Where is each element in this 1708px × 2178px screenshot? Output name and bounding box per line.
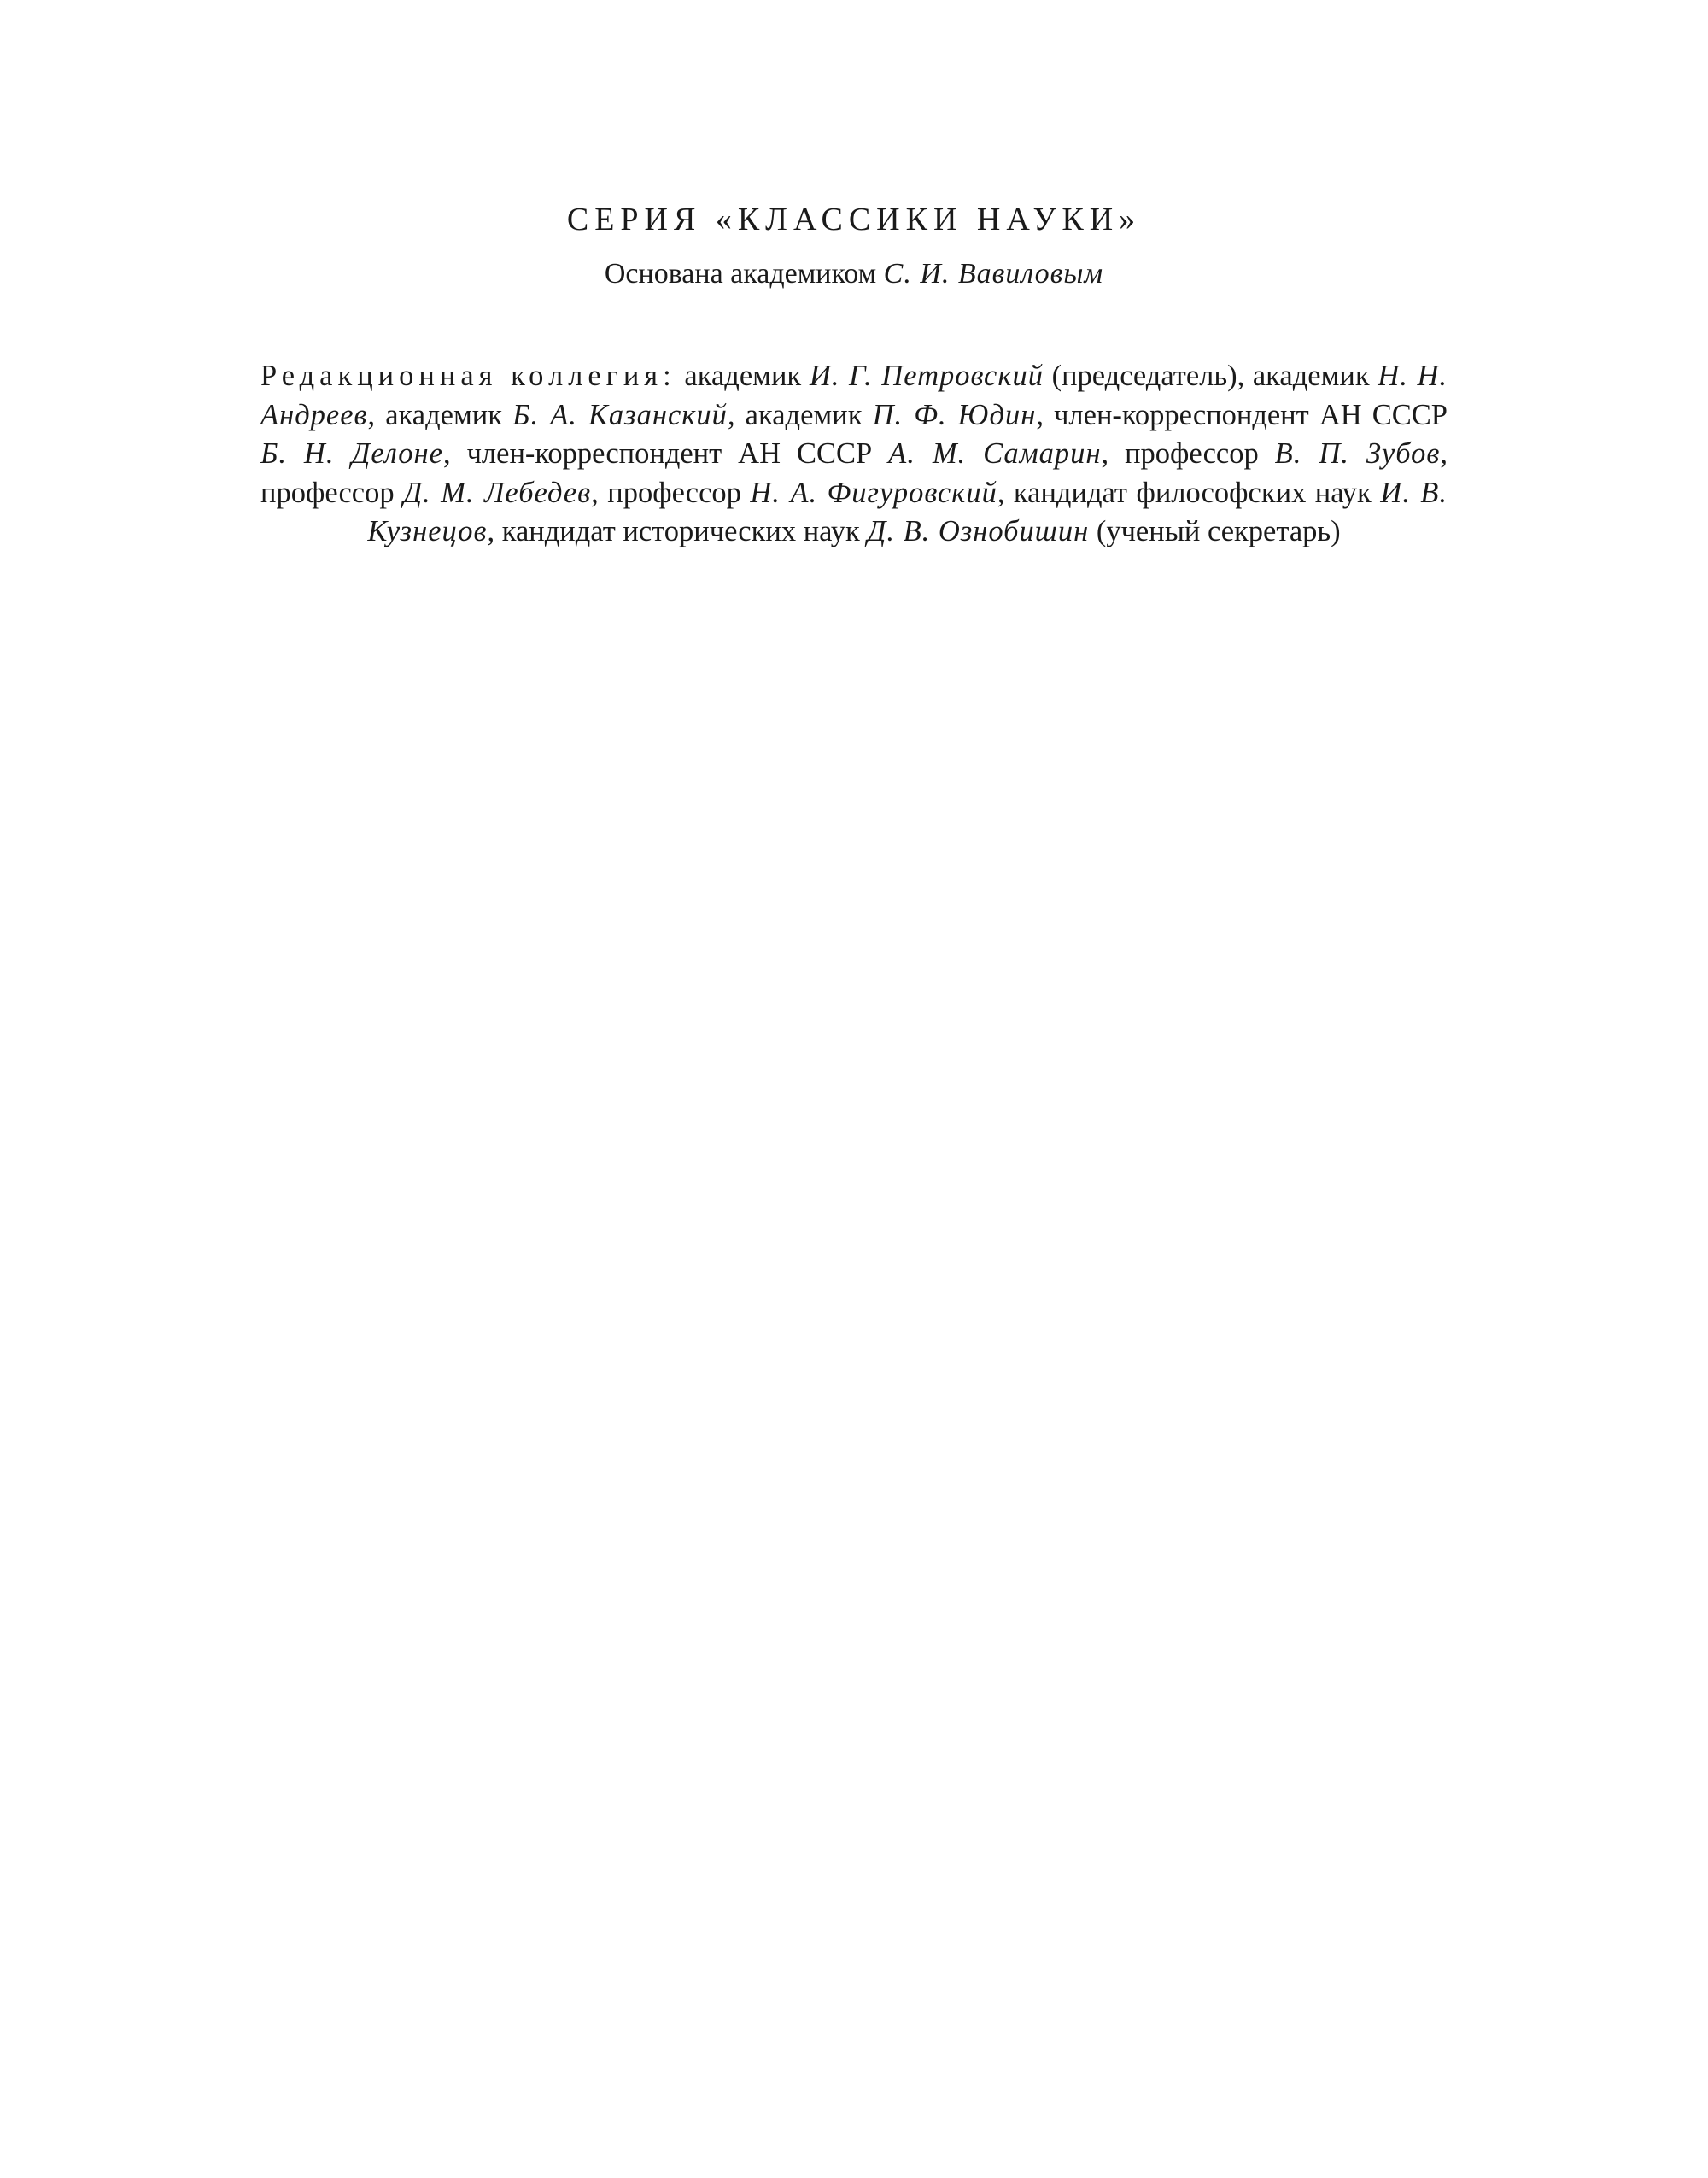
member-text: , член-корреспондент АН СССР xyxy=(442,437,889,470)
member-text: , академик xyxy=(727,398,873,431)
member-name: В. П. Зубов xyxy=(1274,437,1441,470)
member-name: А. М. Самарин xyxy=(888,437,1102,470)
member-name: Б. А. Казанский xyxy=(512,398,728,431)
member-name: П. Ф. Юдин xyxy=(872,398,1037,431)
member-name: Н. Н. Андреев xyxy=(260,360,1448,431)
member-name: Н. А. Фигуровский xyxy=(750,476,997,509)
series-title: СЕРИЯ «КЛАССИКИ НАУКИ» xyxy=(566,202,1142,237)
editorial-board-paragraph xyxy=(260,357,1448,552)
member-text: , кандидат исторических наук xyxy=(487,515,868,547)
member-name: И. В. Кузнецов xyxy=(367,476,1448,547)
member-name: И. Г. Петровский xyxy=(809,360,1044,392)
member-text: , член-корреспондент АН СССР xyxy=(1036,398,1448,431)
member-name: Д. В. Ознобишин xyxy=(867,515,1090,547)
member-text: (ученый секретарь) xyxy=(1089,515,1341,547)
member-text: , кандидат философских наук xyxy=(997,476,1381,509)
member-text: , профессор xyxy=(591,476,751,509)
member-text: академик xyxy=(676,360,810,392)
editorial-board-label: Редакционная коллегия: xyxy=(260,360,676,392)
founded-line xyxy=(0,255,1708,294)
member-name: Б. Н. Делоне xyxy=(260,437,443,470)
founded-prefix: Основана академиком xyxy=(604,258,877,290)
member-text: , академик xyxy=(367,398,513,431)
member-name: Д. М. Лебедев xyxy=(403,476,592,509)
founder-name: С. И. Вавиловым xyxy=(883,258,1104,290)
member-text: , профессор xyxy=(260,437,1448,509)
member-text: , профессор xyxy=(1101,437,1275,470)
member-text: (председатель), академик xyxy=(1043,360,1378,392)
